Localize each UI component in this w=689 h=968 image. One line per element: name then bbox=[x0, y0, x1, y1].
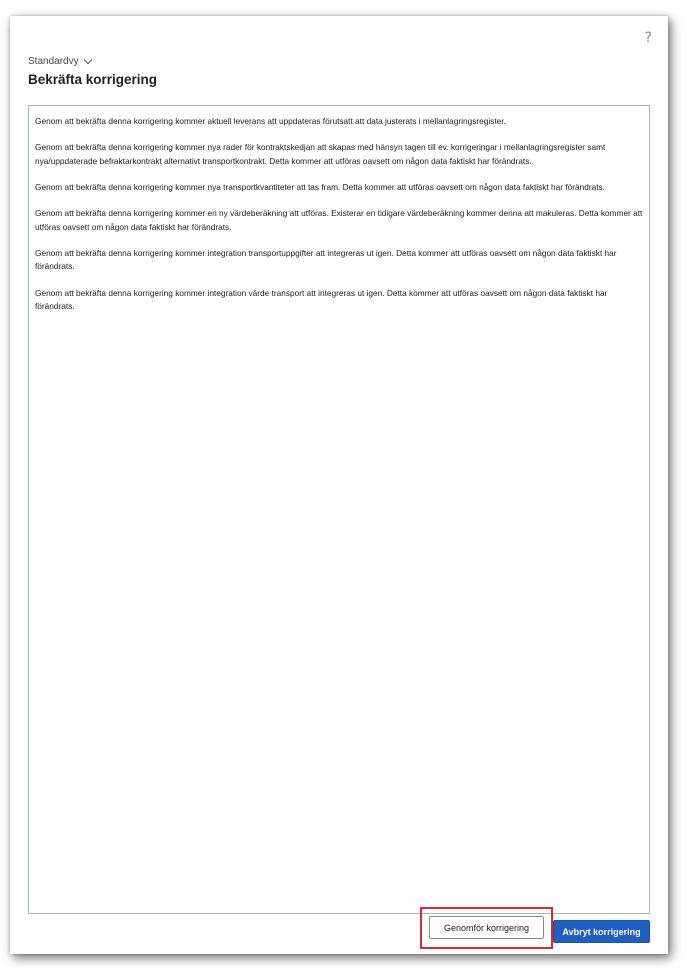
message-paragraph: Genom att bekräfta denna korrigering kommer integration transportuppgifter att integreras ut igen. Detta kommer att utföras oavsett om någon data faktiskt har förändrats. bbox=[35, 247, 617, 272]
confirm-correction-button[interactable]: Genomför korrigering bbox=[429, 916, 544, 939]
cancel-correction-button[interactable]: Avbryt korrigering bbox=[553, 920, 650, 943]
dialog-title: Bekräfta korrigering bbox=[28, 72, 158, 87]
message-paragraph: Genom att bekräfta denna korrigering kommer aktuell leverans att uppdateras förutsatt att data justerats i mellanlagringsregister. bbox=[35, 116, 506, 126]
help-icon[interactable]: ? bbox=[644, 30, 652, 46]
confirm-correction-dialog bbox=[10, 16, 668, 954]
message-paragraph: Genom att bekräfta denna korrigering kommer integration värde transport att integreras ut igen. Detta kommer att utföras oavsett om någon data faktiskt har förändrats. bbox=[35, 287, 608, 311]
view-selector[interactable] bbox=[28, 56, 91, 67]
chevron-down-icon bbox=[83, 55, 91, 63]
message-paragraph: Genom att bekräfta denna korrigering kommer nya rader för kontraktskedjan att skapas med hänsyn tagen till ev. korrigeringar i mellanlagringsregister samt nya/uppdaterade befraktarkontrakt alternativt transportkontrakt. Detta kommer att utföras oavsett om någon data faktiskt har förändrats. bbox=[35, 142, 606, 166]
message-paragraph: Genom att bekräfta denna korrigering kommer en ny värdeberäkning att utföras. Existerar en tidigare värdeberäkning kommer denna att makuleras. Detta kommer att utföras oavsett om någon data faktiskt har förändrats. bbox=[35, 208, 643, 232]
message-paragraph: Genom att bekräfta denna korrigering kommer nya transportkvantiteter att tas fram. Detta kommer att utföras oavsett om någon data faktiskt har förändrats. bbox=[35, 181, 605, 192]
highlight-box bbox=[420, 907, 553, 949]
view-selector-label: Standardvy bbox=[28, 56, 79, 67]
message-text-area[interactable] bbox=[28, 105, 650, 914]
